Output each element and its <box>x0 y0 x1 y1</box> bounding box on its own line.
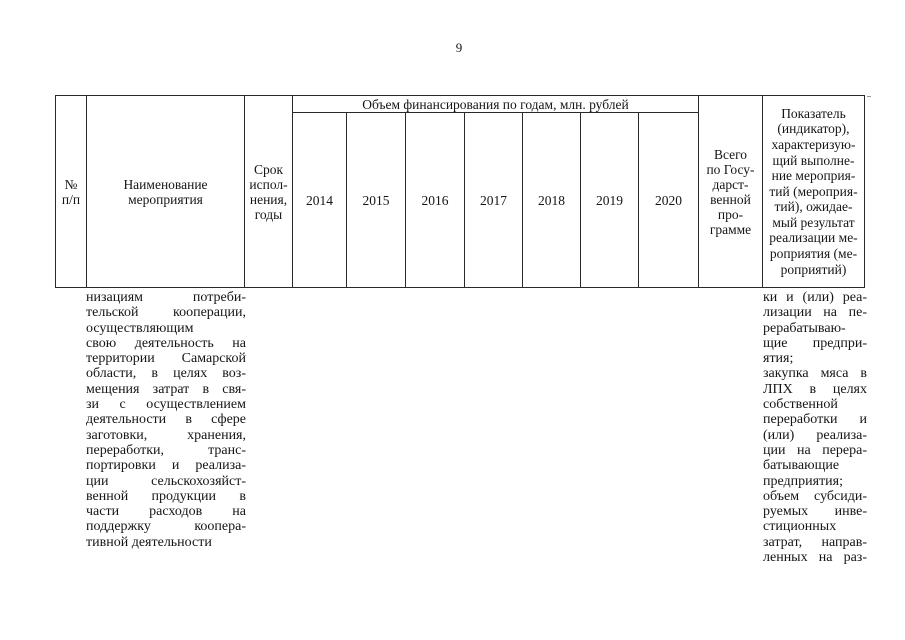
measure-name-continuation <box>86 290 246 550</box>
indicator-line: стиционных <box>763 519 837 535</box>
header-total-line: грамме <box>709 221 752 237</box>
indicator-line: рерабатываю- <box>763 320 846 336</box>
header-term-line: годы <box>254 206 283 222</box>
header-num <box>56 96 86 287</box>
indicator-line: ленных на раз- <box>763 550 867 566</box>
indicator-line: руемых инве- <box>763 504 867 520</box>
header-year-2014: 2014 <box>306 192 333 208</box>
measure-name-line: территории Самарской <box>86 351 246 367</box>
header-year-2018: 2018 <box>538 192 565 208</box>
header-indicator-line: тий), ожидае- <box>774 199 853 215</box>
indicator-line: ки и (или) реа- <box>763 290 867 305</box>
header-total-line: дарст- <box>712 176 749 192</box>
header-bottom-border <box>55 287 865 288</box>
header-num-line: № <box>64 176 78 192</box>
indicator-line: батывающие <box>763 458 840 474</box>
indicator-line: закупка мяса в <box>763 366 867 382</box>
measure-name-line: свою деятельность на <box>86 335 246 351</box>
measure-name-line: части расходов на <box>86 504 246 520</box>
indicator-line: ции на перера- <box>763 442 867 458</box>
indicator-line: (или) реализа- <box>763 427 867 443</box>
measure-name-line: тельской кооперации, <box>86 305 246 321</box>
header-term-line: нения, <box>249 191 288 207</box>
header-indicator-line: тий (мероприя- <box>769 183 858 199</box>
header-total-line: венной <box>710 191 751 207</box>
measure-name-line: ции сельскохозяйст- <box>86 473 246 489</box>
measure-name-line: низациям потреби- <box>86 290 246 305</box>
measure-name-line: осуществляющим <box>86 320 194 336</box>
measure-name-line: области, в целях воз- <box>86 366 246 382</box>
page-number: 9 <box>455 40 463 55</box>
header-indicator-line: роприятий) <box>780 261 847 277</box>
header-term-line: испол- <box>249 176 288 192</box>
measure-name-line: поддержку коопера- <box>86 519 246 535</box>
indicator-line: лизации на пе- <box>763 305 867 321</box>
header-num-line: п/п <box>61 191 81 207</box>
header-total-line: по Госу- <box>706 161 755 177</box>
header-total <box>699 96 762 287</box>
header-year-2016: 2016 <box>421 192 449 208</box>
header-total-line: про- <box>717 206 744 222</box>
header-year-2019: 2019 <box>596 192 623 208</box>
header-year-2017: 2017 <box>480 192 507 208</box>
header-indicator-line: роприятия (ме- <box>769 246 858 262</box>
measure-name-line: мещения затрат в свя- <box>86 381 246 397</box>
header-year-2015: 2015 <box>362 192 390 208</box>
indicator-line: объем субсиди- <box>763 488 867 504</box>
measure-name-line: деятельности в сфере <box>86 412 246 428</box>
header-indicator-line: ние мероприя- <box>771 168 856 184</box>
indicator-line: затрат, направ- <box>763 534 867 550</box>
header-indicator <box>763 96 864 287</box>
indicator-line: переработки и <box>763 412 867 428</box>
measure-name-line: зи с осуществлением <box>86 397 246 413</box>
measure-name-line: тивной деятельности <box>86 534 212 550</box>
indicator-line: ЛПХ в целях <box>763 381 867 397</box>
header-year-2020: 2020 <box>655 192 682 208</box>
header-term-line: Срок <box>253 161 284 177</box>
scan-speck <box>867 96 871 97</box>
header-indicator-line: реализации ме- <box>769 230 858 246</box>
header-total-line: Всего <box>713 146 748 162</box>
header-financing-group: Объем финансирования по годам, млн. рублей <box>362 96 629 112</box>
header-indicator-line: Показатель <box>781 105 846 121</box>
measure-name-line: заготовки, хранения, <box>86 427 246 443</box>
indicator-line: ятия; <box>763 351 794 367</box>
measure-name-line: переработки, транс- <box>86 442 246 458</box>
table-right-border <box>864 95 865 288</box>
indicator-continuation <box>763 290 867 565</box>
measure-name-line: венной продукции в <box>86 488 246 504</box>
header-name-line: мероприятия <box>128 191 203 207</box>
header-name <box>87 96 244 287</box>
indicator-line: собственной <box>763 397 838 413</box>
header-term <box>245 96 292 287</box>
header-indicator-line: характеризую- <box>771 136 856 152</box>
header-indicator-line: (индикатор), <box>777 121 850 137</box>
measure-name-line: портировки и реализа- <box>86 458 246 474</box>
header-indicator-line: щий выполне- <box>772 152 855 168</box>
header-name-line: Наименование <box>123 176 208 192</box>
indicator-line: щие предпри- <box>763 335 867 351</box>
header-indicator-line: мый результат <box>772 214 855 230</box>
indicator-line: предприятия; <box>763 473 844 489</box>
